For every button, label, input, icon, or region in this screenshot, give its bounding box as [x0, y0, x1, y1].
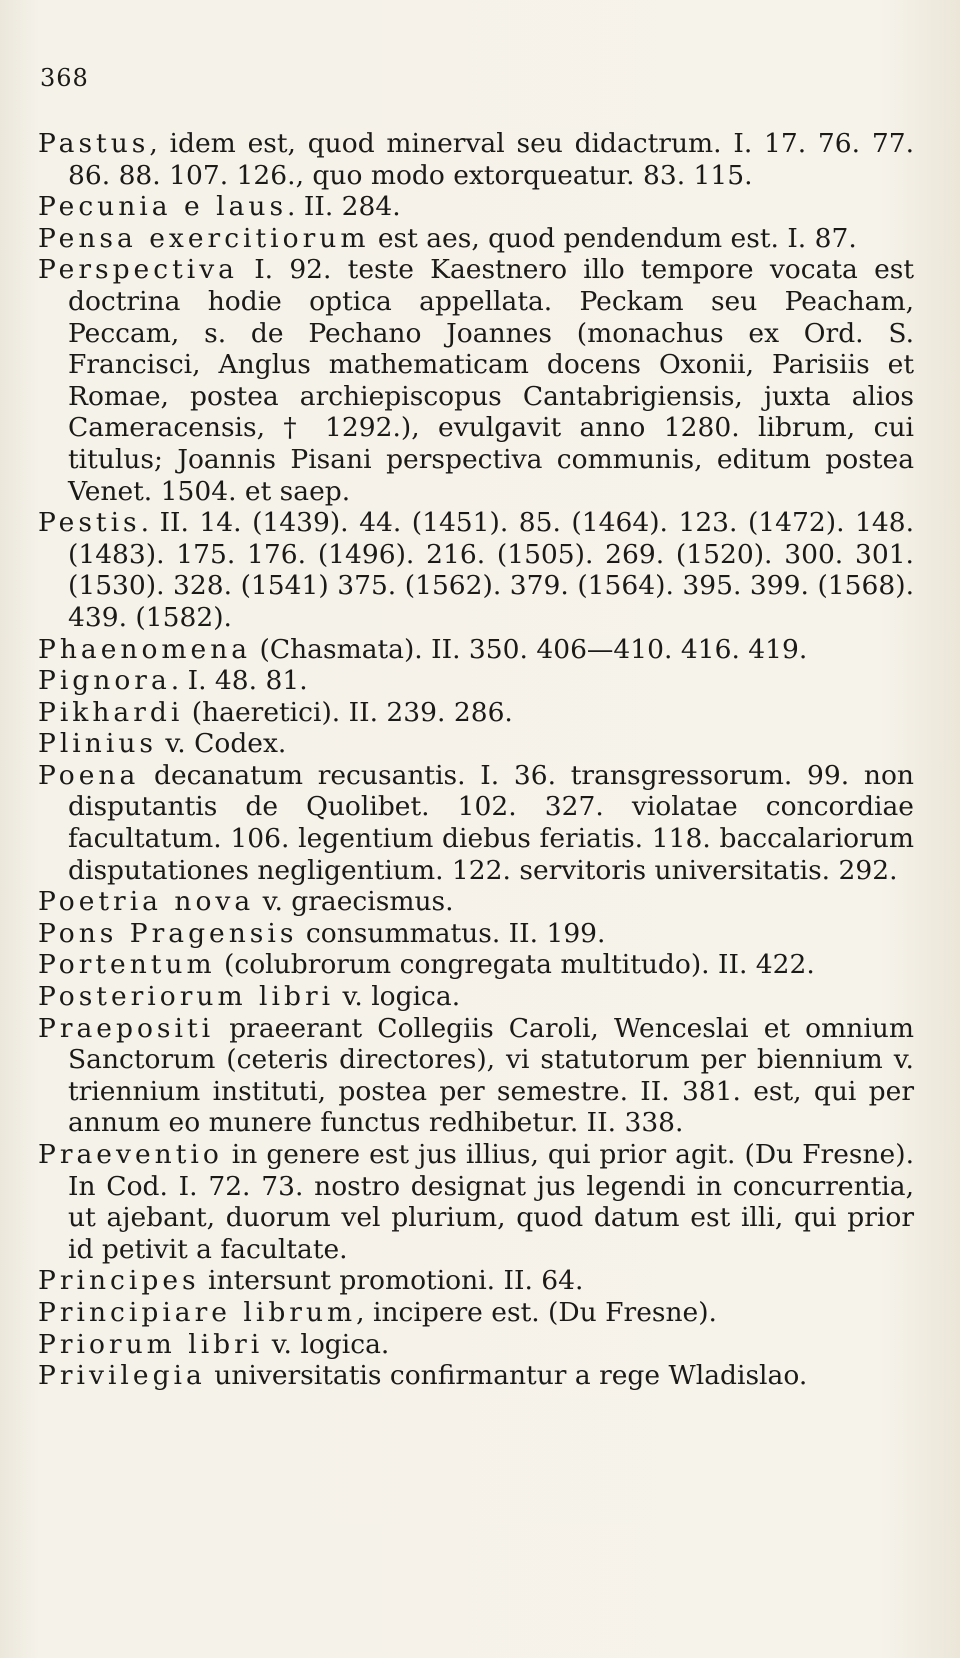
entry-headword: Pensa exercitiorum — [38, 222, 370, 254]
index-entry — [38, 634, 914, 666]
entry-text: . II. 14. (1439). 44. (1451). 85. (1464). 123. (1472). 148. (1483). 175. 176. (1496). 216. (1505). 269. (1520). 300. 301. (1530). 328. (1541) 375. (1562). 379. (1564). 395. 399. (1568). 439. (1582). — [68, 507, 914, 633]
entry-text: in genere est jus illius, qui prior agit. (Du Fresne). In Cod. I. 72. 73. nostro designat jus legendi in concurrentia, ut ajebant, duorum vel plurium, quod datum est illi, qui prior id petivit a facultate. — [68, 1139, 914, 1265]
entry-text: v. logica. — [263, 1328, 390, 1360]
index-entry — [38, 254, 914, 507]
entry-text: (haeretici). II. 239. 286. — [183, 696, 513, 728]
entry-headword: Pons Pragensis — [38, 917, 298, 949]
index-entry — [38, 665, 914, 697]
index-entry — [38, 728, 914, 760]
entry-headword: Plinius — [38, 728, 157, 760]
entry-text: (Chasmata). II. 350. 406—410. 416. 419. — [251, 633, 808, 665]
entry-headword: Perspectiva — [38, 254, 238, 286]
index-entry — [38, 1329, 914, 1361]
index-entry — [38, 128, 914, 191]
entry-headword: Pikhardi — [38, 696, 184, 728]
entry-headword: Pestis — [38, 507, 141, 539]
entry-headword: Posteriorum libri — [38, 981, 335, 1013]
entry-headword: Praepositi — [38, 1012, 215, 1044]
entry-headword: Pignora — [38, 665, 171, 697]
entry-text: praeerant Collegiis Caroli, Wenceslai et omnium Sanctorum (ceteris directores), vi statutorum per biennium v. triennium instituti, postea per semestre. II. 381. est, qui per annum eo munere functus redhibetur. II. 338. — [68, 1012, 914, 1139]
index-entry — [38, 949, 914, 981]
entry-text: intersunt promotioni. II. 64. — [199, 1265, 584, 1297]
index-entry — [38, 1265, 914, 1297]
entry-text: v. logica. — [334, 981, 461, 1013]
index-entry — [38, 886, 914, 918]
index-entry — [38, 760, 914, 886]
entry-text: consummatus. II. 199. — [297, 917, 606, 949]
entry-headword: Poena — [38, 759, 140, 791]
entry-headword: Praeventio — [38, 1139, 223, 1170]
entry-text: universitatis confirmantur a rege Wladislao. — [205, 1360, 808, 1392]
entry-text: . II. 284. — [287, 191, 401, 223]
entry-headword: Portentum — [38, 949, 216, 981]
index-entry — [38, 507, 914, 633]
entry-text: (colubrorum congregata multitudo). II. 422. — [215, 949, 815, 981]
entry-text: v. graecismus. — [254, 886, 454, 918]
page-number: 368 — [40, 64, 89, 92]
entry-headword: Privilegia — [38, 1360, 206, 1392]
index-entry — [38, 223, 914, 255]
index-entry — [38, 1139, 914, 1265]
index-entry — [38, 1360, 914, 1392]
entry-text: . I. 48. 81. — [170, 665, 308, 697]
entry-headword: Phaenomena — [38, 633, 252, 665]
entry-text: I. 92. teste Kaestnero illo tempore vocata est doctrina hodie optica appellata. Peckam seu Peacham, Peccam, s. de Pechano Joannes (monachus ex Ord. S. Francisci, Anglus mathematicam docens Oxonii, Parisiis et Romae, postea archiepiscopus Cantabrigiensis, juxta alios Cameracensis, † 1292.), evulgavit anno 1280. librum, cui titulus; Joannis Pisani perspectiva communis, editum postea Venet. 1504. et saep. — [68, 254, 914, 507]
index-entry — [38, 1297, 914, 1329]
index-entry — [38, 981, 914, 1013]
entry-text: , incipere est. (Du Fresne). — [356, 1296, 717, 1328]
entry-headword: Pecunia e laus — [38, 191, 288, 223]
entry-headword: Principiare librum — [38, 1296, 357, 1328]
entry-text: , idem est, quod minerval seu didactrum. I. 17. 76. 77. 86. 88. 107. 126., quo modo extorqueatur. 83. 115. — [68, 128, 914, 191]
entry-text: decanatum recusantis. I. 36. transgressorum. 99. non disputantis de Quolibet. 102. 327. violatae concordiae facultatum. 106. legentium diebus feriatis. 118. baccalariorum disputationes negligentium. 122. servitoris universitatis. 292. — [68, 759, 914, 886]
entry-headword: Pastus — [38, 128, 150, 159]
index-entry — [38, 918, 914, 950]
entry-text: v. Codex. — [157, 728, 287, 760]
entry-headword: Priorum libri — [38, 1328, 264, 1360]
index-entry — [38, 1013, 914, 1139]
index-entry — [38, 697, 914, 729]
index-entries — [38, 128, 914, 1392]
entry-headword: Principes — [38, 1265, 200, 1297]
entry-text: est aes, quod pendendum est. I. 87. — [369, 222, 857, 254]
index-entry — [38, 191, 914, 223]
entry-headword: Poetria nova — [38, 886, 255, 918]
